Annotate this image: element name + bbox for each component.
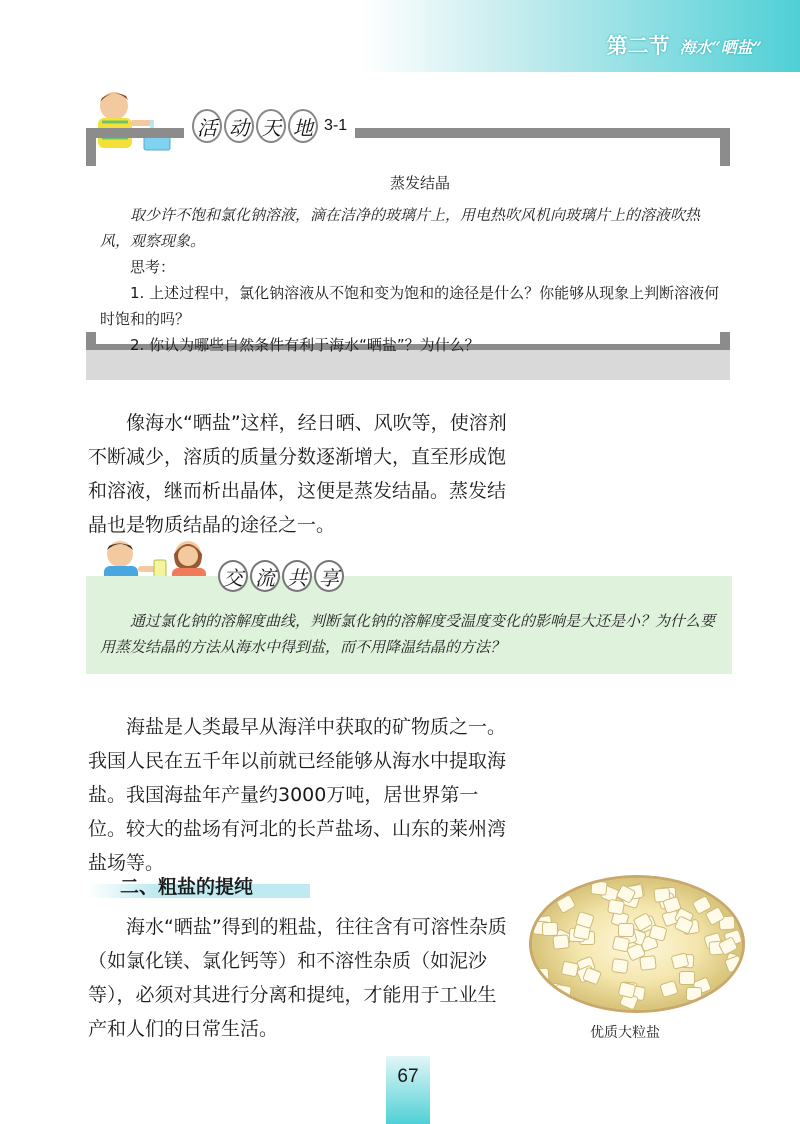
salt-grain — [639, 955, 657, 971]
salt-grain — [659, 980, 678, 998]
activity-instruction: 取少许不饱和氯化钠溶液，滴在洁净的玻璃片上，用电热吹风机向玻璃片上的溶液吹热风，观察现象。 — [100, 206, 701, 250]
salt-grain — [554, 984, 572, 1000]
paragraph-purification: 海水“晒盐”得到的粗盐，往往含有可溶性杂质（如氯化镁、氯化钙等）和不溶性杂质（如泥沙等），必须对其进行分离和提纯，才能用于工业生产和人们的日常生活。 — [88, 916, 507, 1040]
activity-label — [184, 108, 355, 144]
salt-grain — [618, 923, 634, 938]
discussion-label-char: 享 — [314, 560, 344, 592]
paragraph-sea-salt: 海盐是人类最早从海洋中获取的矿物质之一。我国人民在五千年以前就已经能够从海水中提取海盐。我国海盐年产量约3000万吨，居世界第一位。较大的盐场有河北的长芦盐场、山东的莱州湾盐场等。 — [88, 716, 507, 874]
salt-grain — [607, 899, 625, 915]
section-heading: 二、粗盐的提纯 — [120, 876, 254, 898]
salt-grain — [582, 967, 602, 986]
salt-grain — [618, 981, 637, 998]
photo-caption: 优质大粒盐 — [590, 1025, 660, 1041]
discussion-text: 通过氯化钠的溶解度曲线，判断氯化钠的溶解度受温度变化的影响是大还是小？为什么要用蒸发结晶的方法从海水中得到盐，而不用降温结晶的方法？ — [100, 612, 716, 656]
activity-label-chars — [192, 109, 318, 143]
salt-grain — [590, 880, 607, 896]
think-question-1: 1. 上述过程中，氯化钠溶液从不饱和变为饱和的途径是什么？你能够从现象上判断溶液何时饱和的吗？ — [100, 284, 720, 328]
discussion-label-char: 流 — [250, 560, 280, 592]
page-number: 67 — [397, 1066, 419, 1087]
salt-grain — [552, 934, 569, 950]
activity-title: 蒸发结晶 — [389, 174, 450, 192]
paragraph-evaporation: 像海水“晒盐”这样，经日晒、风吹等，使溶剂不断减少，溶质的质量分数逐渐增大，直至形成饱和溶液，继而析出晶体，这便是蒸发结晶。蒸发结晶也是物质结晶的途径之一。 — [88, 412, 507, 536]
activity-number: 3-1 — [324, 117, 348, 134]
salt-grain — [561, 961, 579, 978]
think-question-2: 2. 你认为哪些自然条件有利于海水“晒盐”？为什么？ — [130, 336, 480, 354]
chapter-header — [607, 30, 762, 60]
think-label: 思考： — [130, 258, 176, 276]
discussion-label — [218, 560, 346, 592]
discussion-label-char: 交 — [218, 560, 248, 592]
salt-grain — [719, 987, 739, 1006]
section-name: 海水“晒盐” — [679, 38, 762, 57]
salt-grain — [611, 958, 629, 974]
activity-label-char: 活 — [192, 109, 222, 143]
discussion-label-char: 共 — [282, 560, 312, 592]
section-number: 第二节 — [606, 34, 670, 58]
salt-grain — [533, 968, 550, 983]
coarse-salt-photo — [532, 878, 742, 1010]
activity-label-char: 动 — [224, 109, 254, 143]
salt-grain — [612, 935, 631, 952]
activity-label-char: 地 — [288, 109, 318, 143]
salt-grain — [679, 971, 695, 985]
activity-content — [100, 170, 720, 358]
salt-grain — [542, 922, 558, 937]
activity-label-char: 天 — [256, 109, 286, 143]
salt-grain — [686, 987, 702, 1002]
